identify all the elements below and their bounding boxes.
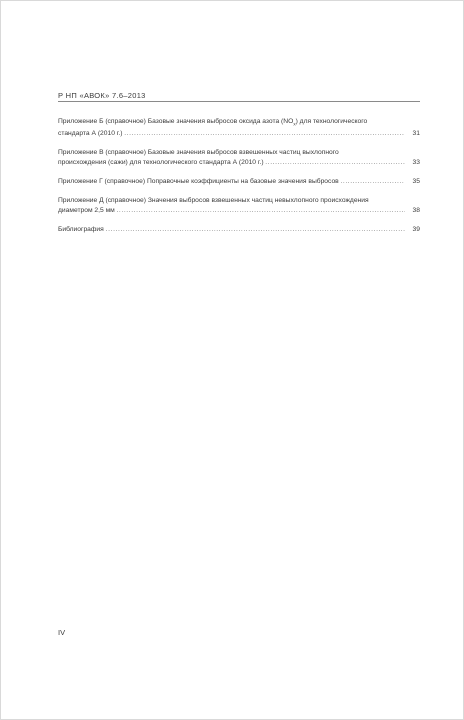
toc-entry-subscript: х (293, 121, 296, 127)
toc-entry-bibliography[interactable]: Библиография ..... 39 (58, 225, 420, 235)
toc-page-number: 38 (412, 207, 420, 215)
toc-entry-appendix-g[interactable] (58, 177, 420, 187)
dot-leader (105, 225, 405, 235)
toc-entry-title: Приложение Б (справочное) Базовые значения выбросов оксида азота (NO (58, 118, 294, 125)
toc-entry-title: Приложение Д (справочное) Значения выбросов взвешенных частиц невыхлопного происхождения (58, 197, 369, 205)
toc-entry-appendix-d[interactable] (58, 196, 420, 216)
dot-leader (265, 158, 405, 168)
toc-entry-title-continued: диаметром 2,5 мм (58, 207, 115, 215)
toc-entry-appendix-v[interactable] (58, 148, 420, 168)
toc-entry-title-tail: ) для технологического (295, 118, 368, 125)
toc-page-number: 35 (412, 178, 420, 186)
page-number-footer: IV (58, 628, 66, 637)
toc-page-number: 31 (412, 130, 420, 138)
toc-page-number: 33 (412, 159, 420, 167)
table-of-contents (58, 117, 420, 244)
toc-entry-appendix-b[interactable] (58, 117, 420, 139)
toc-entry-title: Приложение Г (справочное) Поправочные коэффициенты на базовые значения выбросов (58, 178, 339, 186)
dot-leader (116, 206, 405, 216)
toc-page-number: 39 (412, 226, 420, 234)
dot-leader (340, 177, 405, 187)
header-divider (58, 101, 420, 102)
toc-entry-title-continued: стандарта А (2010 г.) (58, 130, 123, 138)
document-page (1, 1, 463, 719)
running-header: Р НП «АВОК» 7.6–2013 (58, 91, 146, 100)
toc-entry-title-continued: происхождения (сажи) для технологического стандарта А (2010 г.) (58, 159, 264, 167)
toc-entry-title: Приложение В (справочное) Базовые значения выбросов взвешенных частиц выхлопного (58, 149, 339, 157)
dot-leader (124, 129, 406, 139)
